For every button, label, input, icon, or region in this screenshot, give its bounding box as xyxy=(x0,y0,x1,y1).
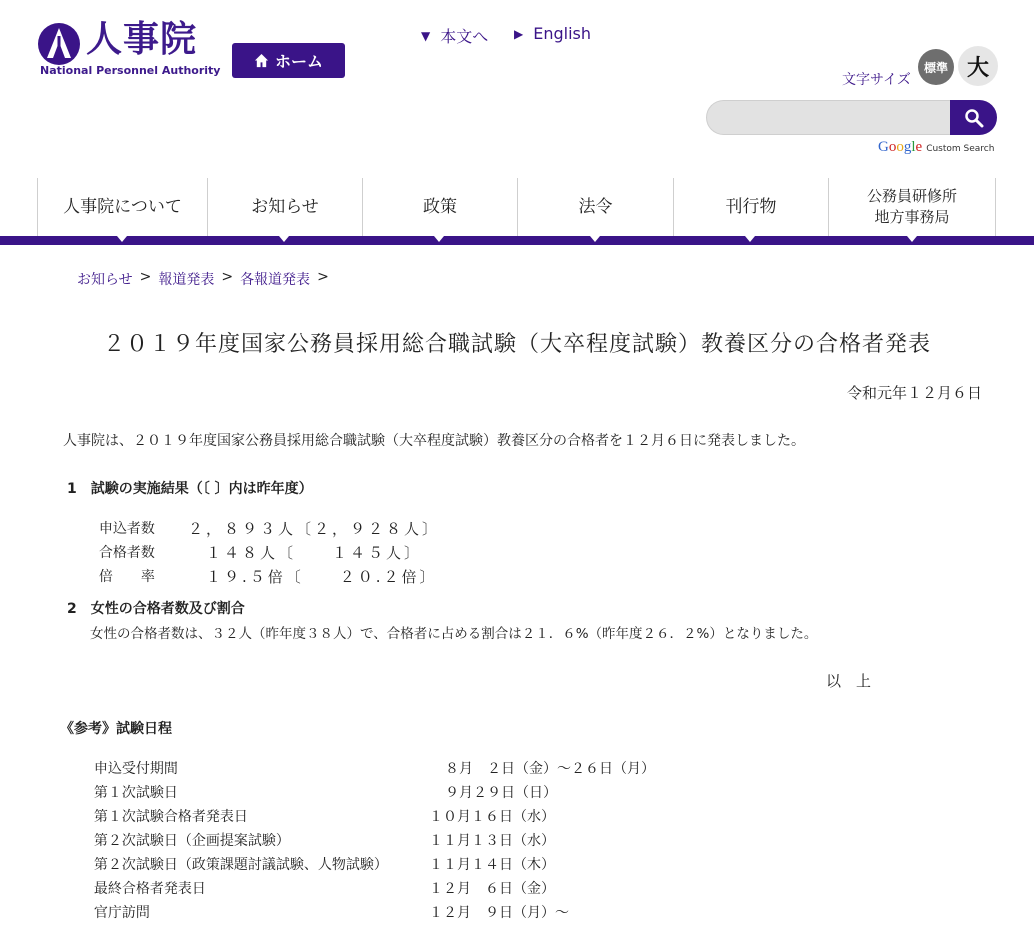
lead-paragraph: 人事院は、２０１９年度国家公務員採用総合職試験（大卒程度試験）教養区分の合格者を１２月６日に発表しました。 xyxy=(63,433,805,449)
result-row: 合格者数 １４８人〔 １４５人〕 xyxy=(98,544,423,562)
breadcrumb-press[interactable]: 報道発表 xyxy=(158,272,215,288)
nav-notch-icon xyxy=(745,236,755,242)
schedule-row: 最終合格者発表日 １２月 ６日（金） xyxy=(93,881,555,897)
triangle-down-icon: ▼ xyxy=(421,28,431,43)
home-icon xyxy=(254,53,269,68)
schedule-row: 申込受付期間 ８月 ２日（金）～２６日（月） xyxy=(93,761,655,777)
home-button[interactable] xyxy=(232,43,345,78)
english-label: English xyxy=(533,24,592,43)
logo-title[interactable]: 人事院 xyxy=(86,19,198,60)
google-custom-search-label: Google Custom Search xyxy=(878,139,995,155)
nav-notch-icon xyxy=(434,236,444,242)
nav-item-institute[interactable] xyxy=(828,178,996,236)
section-body: 女性の合格者数は、３２人（昨年度３８人）で、合格者に占める割合は２１．６%（昨年度２６．２%）となりました。 xyxy=(90,626,818,642)
triangle-right-icon: ▶ xyxy=(514,26,524,41)
schedule-row: 第２次試験日（企画提案試験） １１月１３日（水） xyxy=(93,833,555,849)
npa-logo-icon xyxy=(37,22,81,66)
breadcrumb-news[interactable]: お知らせ xyxy=(77,272,133,288)
section-heading: 2 女性の合格者数及び割合 xyxy=(67,601,245,617)
page-title: ２０１９年度国家公務員採用総合職試験（大卒程度試験）教養区分の合格者発表 xyxy=(102,332,931,357)
nav-item-about[interactable] xyxy=(37,178,207,236)
result-row: 申込者数 ２，８９３人〔２，９２８人〕 xyxy=(98,520,441,538)
section-heading: 1 試験の実施結果（〔 〕内は昨年度） xyxy=(67,481,313,497)
font-size-standard-button[interactable]: 標準 xyxy=(918,49,954,85)
nav-item-label: 法令 xyxy=(578,196,613,217)
logo-subtitle[interactable]: National Personnel Authority xyxy=(40,64,221,77)
english-link[interactable] xyxy=(514,24,591,43)
search-input[interactable] xyxy=(706,100,952,135)
font-size-label: 文字サイズ xyxy=(842,72,911,88)
skip-to-main-label: 本文へ xyxy=(440,27,489,46)
nav-item-policy[interactable] xyxy=(362,178,517,236)
schedule-row: 官庁訪問 １２月 ９日（月）～ xyxy=(93,905,569,921)
nav-item-label: 政策 xyxy=(423,196,457,217)
nav-item-label: 刊行物 xyxy=(725,196,777,217)
nav-item-label: 公務員研修所 地方事務局 xyxy=(866,187,957,226)
nav-item-label: 人事院について xyxy=(63,196,182,217)
schedule-row: 第２次試験日（政策課題討議試験、人物試験） １１月１４日（木） xyxy=(93,857,555,873)
nav-item-laws[interactable] xyxy=(517,178,673,236)
nav-notch-icon xyxy=(590,236,600,242)
publish-date: 令和元年１２月６日 xyxy=(846,384,982,402)
schedule-row: 第１次試験日 ９月２９日（日） xyxy=(93,785,557,801)
closing-mark: 以 上 xyxy=(826,672,872,690)
skip-to-main-link[interactable] xyxy=(421,24,488,47)
font-size-large-button[interactable]: 大 xyxy=(958,46,998,86)
reference-heading: 《参考》試験日程 xyxy=(60,721,172,737)
breadcrumb-press-each[interactable]: 各報道発表 xyxy=(240,272,311,288)
search-button[interactable] xyxy=(950,100,997,135)
nav-item-label: お知らせ xyxy=(251,196,319,217)
nav-notch-icon xyxy=(279,236,289,242)
nav-underline-bar xyxy=(0,236,1034,245)
nav-item-news[interactable] xyxy=(207,178,362,236)
schedule-row: 第１次試験合格者発表日 １０月１６日（水） xyxy=(93,809,555,825)
nav-item-publications[interactable] xyxy=(673,178,828,236)
breadcrumb: お知らせ > 報道発表 > 各報道発表 > xyxy=(77,269,329,288)
nav-notch-icon xyxy=(907,236,917,242)
result-row: 倍 率 １９.５倍〔 ２０.２倍〕 xyxy=(98,568,438,586)
nav-notch-icon xyxy=(117,236,127,242)
home-button-label: ホーム xyxy=(274,52,323,71)
search-icon xyxy=(964,108,984,128)
